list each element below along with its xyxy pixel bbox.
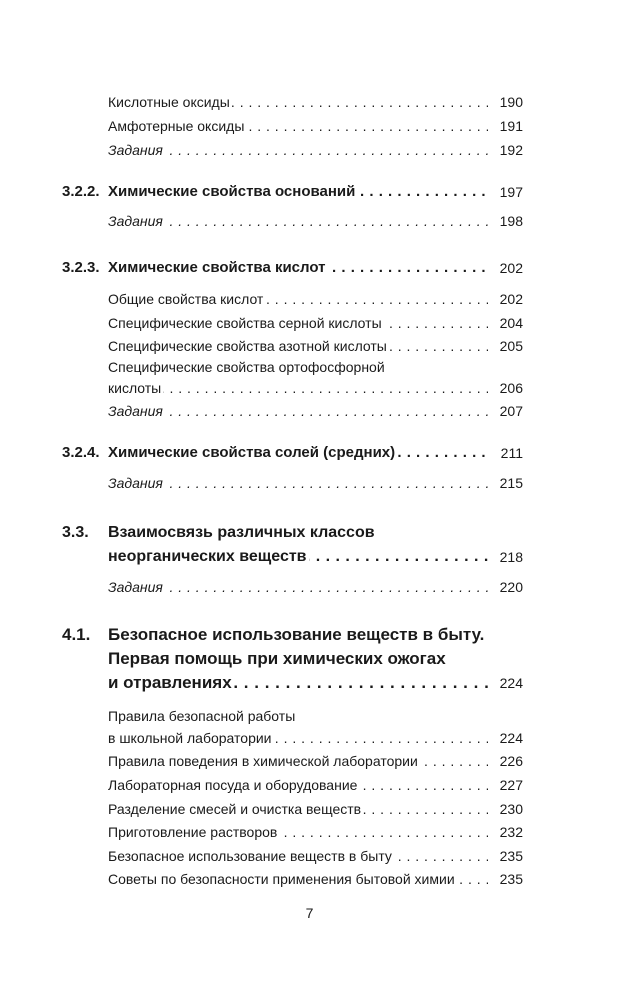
- toc-entry-title: Специфические свойства азотной кислоты: [108, 338, 387, 354]
- toc-entry-page: 235: [499, 848, 523, 864]
- toc-entry-page: 235: [499, 871, 523, 887]
- toc-entry-title: Задания: [108, 475, 163, 491]
- toc-entry[interactable]: [0, 210, 619, 232]
- toc-entry[interactable]: [0, 727, 619, 749]
- toc-section-title-line3: и отравлениях: [108, 673, 232, 692]
- toc-entry-title-line2: кислоты: [108, 380, 162, 396]
- toc-entry-page: 224: [499, 730, 523, 746]
- toc-section-number: 3.2.3.: [62, 259, 100, 276]
- toc-entry-page: 215: [499, 475, 523, 491]
- toc-entry[interactable]: [0, 139, 619, 161]
- toc-entry-page: 211: [500, 445, 523, 461]
- toc-entry-title: Приготовление растворов: [108, 824, 278, 840]
- toc-section[interactable]: [0, 257, 619, 279]
- toc-entry-page: 220: [499, 579, 523, 595]
- toc-entry-title: Задания: [108, 213, 163, 229]
- toc-entry-page: 230: [499, 801, 523, 817]
- toc-entry[interactable]: [0, 115, 619, 137]
- toc-section-number: 4.1.: [62, 625, 91, 644]
- toc-entry-page: 232: [499, 824, 523, 840]
- toc-entry-page: 202: [499, 260, 523, 276]
- toc-entry[interactable]: [0, 774, 619, 796]
- toc-entry-title: Амфотерные оксиды: [108, 118, 245, 134]
- toc-entry-title: Задания: [108, 403, 163, 419]
- toc-entry-title: Специфические свойства серной кислоты: [108, 315, 382, 331]
- toc-entry-title-line1: Специфические свойства ортофосфорной: [108, 359, 385, 375]
- toc-entry-page: 192: [499, 142, 523, 158]
- toc-entry-page: 227: [499, 777, 523, 793]
- toc-entry-page: 197: [499, 184, 523, 200]
- toc-section[interactable]: [0, 522, 619, 544]
- toc-section-title-line1: Безопасное использование веществ в быту.: [108, 625, 485, 644]
- toc-entry-title: Задания: [108, 142, 163, 158]
- toc-entry-title: Кислотные оксиды: [108, 94, 230, 110]
- toc-section-title-line1: Взаимосвязь различных классов: [108, 524, 375, 541]
- toc-entry[interactable]: [0, 91, 619, 113]
- toc-entry-page: 202: [499, 291, 523, 307]
- toc-entry[interactable]: [0, 377, 619, 399]
- toc-entry[interactable]: [0, 312, 619, 334]
- toc-entry-page: 224: [499, 675, 523, 691]
- toc-entry[interactable]: [0, 335, 619, 357]
- toc-entry-page: 207: [499, 403, 523, 419]
- toc-entry-page: 218: [499, 549, 523, 565]
- toc-section[interactable]: [0, 624, 619, 646]
- toc-entry-page: 191: [499, 118, 523, 134]
- toc-section-number: 3.2.4.: [62, 444, 100, 461]
- toc-section-title-line2: Первая помощь при химических ожогах: [108, 649, 446, 668]
- toc-entry-title: Правила поведения в химической лаборатории: [108, 753, 418, 769]
- toc-section[interactable]: [0, 181, 619, 203]
- toc-entry-title: Общие свойства кислот: [108, 291, 264, 307]
- toc-entry[interactable]: [0, 845, 619, 867]
- toc-section-title: Химические свойства кислот: [108, 259, 326, 276]
- toc-section[interactable]: [0, 442, 619, 464]
- toc-entry[interactable]: [0, 750, 619, 772]
- toc-entry-page: 206: [499, 380, 523, 396]
- toc-entry-title-line2: в школьной лаборатории: [108, 730, 272, 746]
- toc-entry[interactable]: [0, 400, 619, 422]
- toc-entry-title-line1: Правила безопасной работы: [108, 708, 296, 724]
- toc-section-title-line2: неорганических веществ: [108, 548, 307, 565]
- toc-entry-title: Советы по безопасности применения бытовой химии: [108, 871, 455, 887]
- toc-section-title: Химические свойства оснований: [108, 183, 356, 200]
- toc-section-title: Химические свойства солей (средних): [108, 444, 396, 461]
- toc-entry-title: Лабораторная посуда и оборудование: [108, 777, 358, 793]
- toc-section-cont[interactable]: [0, 546, 619, 568]
- toc-entry-title: Задания: [108, 579, 163, 595]
- toc-section-number: 3.2.2.: [62, 183, 100, 200]
- toc-entry-title: Разделение смесей и очистка веществ: [108, 801, 362, 817]
- toc-entry[interactable]: [0, 868, 619, 890]
- toc-entry[interactable]: [0, 798, 619, 820]
- toc-entry[interactable]: [0, 472, 619, 494]
- toc-section-cont[interactable]: [0, 672, 619, 694]
- toc-entry[interactable]: [0, 576, 619, 598]
- toc-entry-page: 198: [499, 213, 523, 229]
- toc-entry[interactable]: [0, 288, 619, 310]
- toc-entry-title: Безопасное использование веществ в быту: [108, 848, 392, 864]
- toc-entry-page: 204: [499, 315, 523, 331]
- toc-section-number: 3.3.: [62, 524, 89, 541]
- toc-entry-page: 190: [499, 94, 523, 110]
- toc-entry-page: 205: [499, 338, 523, 354]
- page-number-footer: 7: [305, 905, 314, 921]
- toc-entry-page: 226: [499, 753, 523, 769]
- toc-entry[interactable]: [0, 821, 619, 843]
